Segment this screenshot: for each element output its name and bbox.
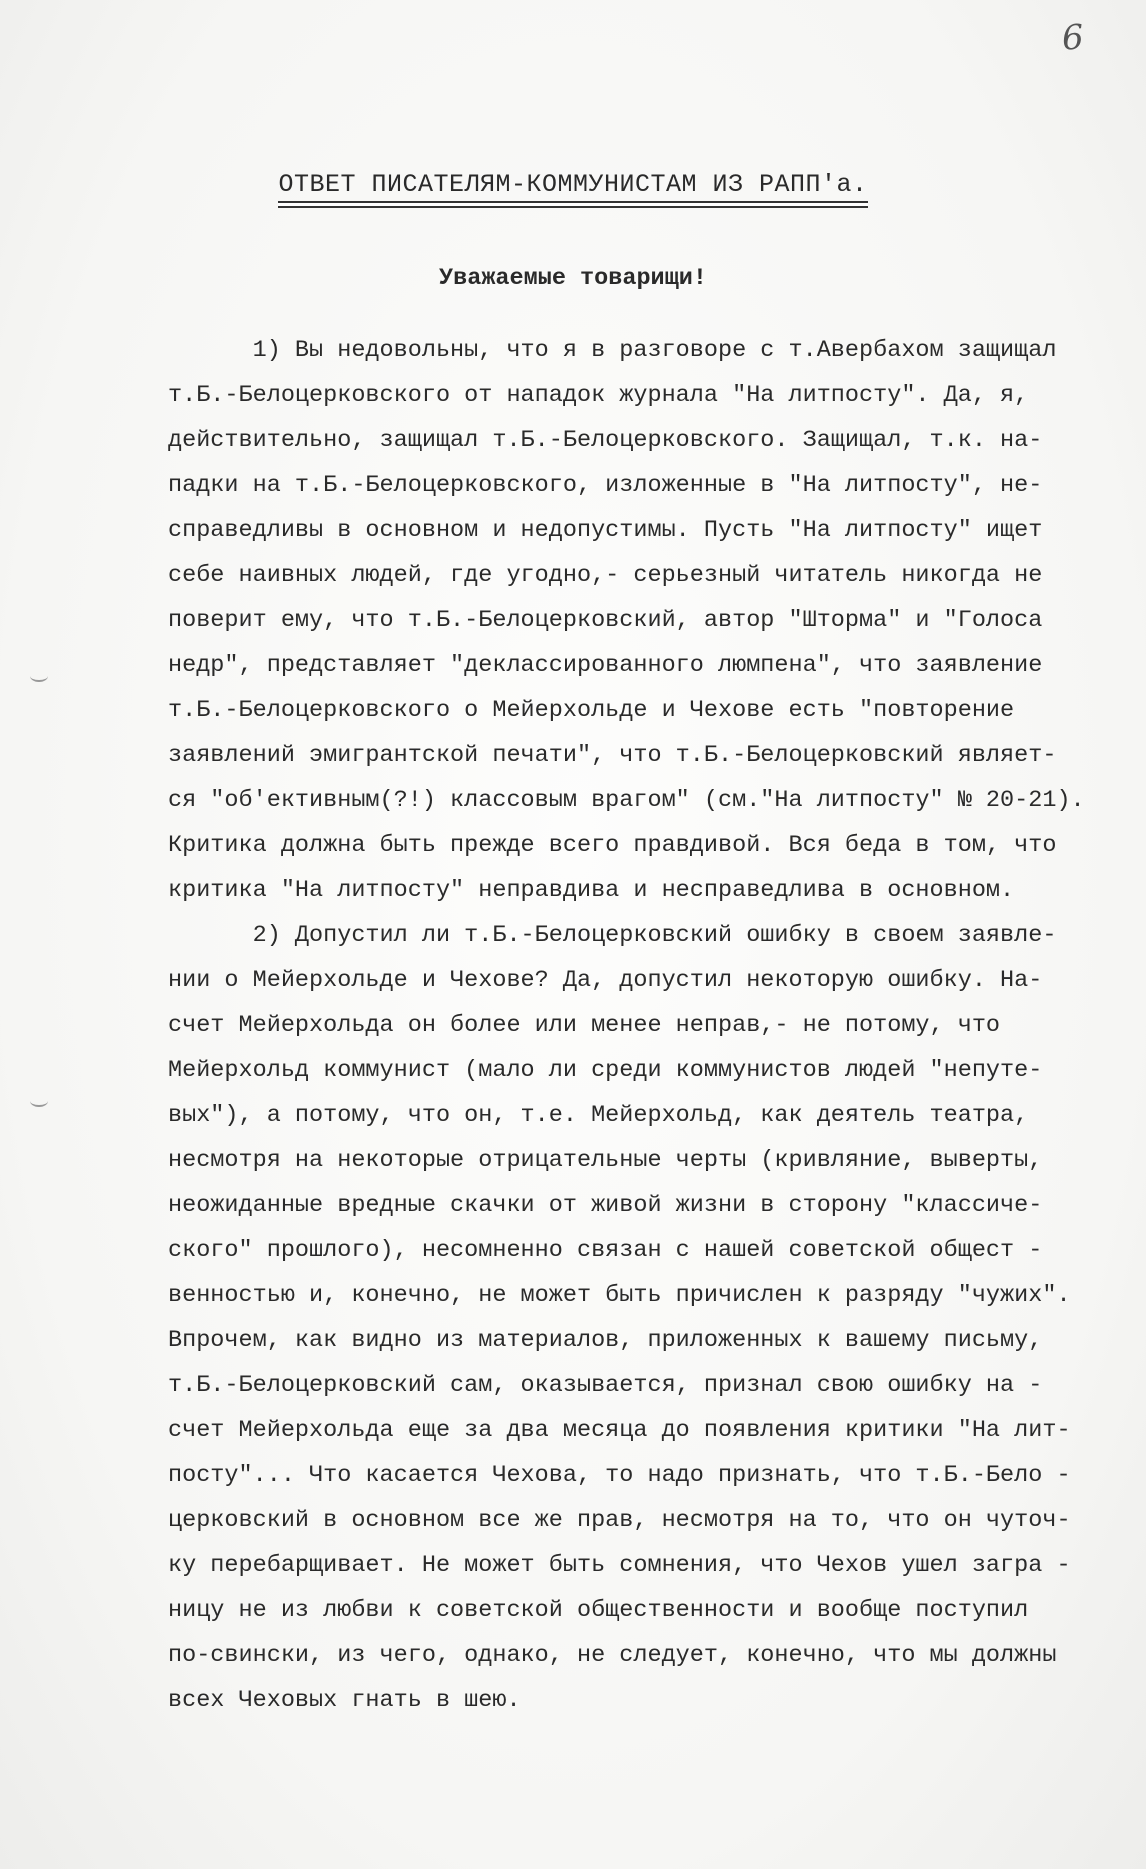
text-line: несмотря на некоторые отрицательные черты (кривляние, выверты, — [168, 1147, 1043, 1174]
document-title — [0, 170, 1146, 203]
text-line: себе наивных людей, где угодно,- серьезный читатель никогда не — [168, 562, 1043, 589]
text-line: действительно, защищал т.Б.-Белоцерковского. Защищал, т.к. на- — [168, 427, 1043, 454]
salutation: Уважаемые товарищи! — [439, 265, 707, 292]
punch-hole-mark — [30, 670, 48, 682]
letter-body — [168, 328, 1128, 1723]
text-line: недр", представляет "деклассированного люмпена", что заявление — [168, 652, 1043, 679]
text-line: заявлений эмигрантской печати", что т.Б.-Белоцерковский являет- — [168, 742, 1057, 769]
text-line: ского" прошлого), несомненно связан с нашей советской общест - — [168, 1237, 1043, 1264]
text-line: венностью и, конечно, не может быть причислен к разряду "чужих". — [168, 1282, 1071, 1309]
document-title-text: ОТВЕТ ПИСАТЕЛЯМ-КОММУНИСТАМ ИЗ РАПП'а. — [278, 170, 867, 203]
text-line: церковский в основном все же прав, несмотря на то, что он чуточ- — [168, 1507, 1071, 1534]
text-line: ку перебарщивает. Не может быть сомнения, что Чехов ушел загра - — [168, 1552, 1071, 1579]
text-line: 2) Допустил ли т.Б.-Белоцерковский ошибку в своем заявле- — [168, 922, 1057, 949]
punch-hole-mark — [30, 1095, 48, 1107]
text-line: критика "На литпосту" неправдива и несправедлива в основном. — [168, 877, 1015, 904]
text-line: 1) Вы недовольны, что я в разговоре с т.Авербахом защищал — [168, 337, 1057, 364]
text-line: т.Б.-Белоцерковского от нападок журнала "На литпосту". Да, я, — [168, 382, 1029, 409]
text-line: счет Мейерхольда еще за два месяца до появления критики "На лит- — [168, 1417, 1071, 1444]
text-line: падки на т.Б.-Белоцерковского, изложенные в "На литпосту", не- — [168, 472, 1043, 499]
text-line: по-свински, из чего, однако, не следует, конечно, что мы должны — [168, 1642, 1057, 1669]
text-line: неожиданные вредные скачки от живой жизни в сторону "классиче- — [168, 1192, 1043, 1219]
text-line: справедливы в основном и недопустимы. Пусть "На литпосту" ищет — [168, 517, 1043, 544]
text-line: поверит ему, что т.Б.-Белоцерковский, автор "Шторма" и "Голоса — [168, 607, 1043, 634]
text-line: нии о Мейерхольде и Чехове? Да, допустил некоторую ошибку. На- — [168, 967, 1043, 994]
text-line: Впрочем, как видно из материалов, приложенных к вашему письму, — [168, 1327, 1043, 1354]
text-line: всех Чеховых гнать в шею. — [168, 1687, 521, 1714]
text-line: т.Б.-Белоцерковский сам, оказывается, признал свою ошибку на - — [168, 1372, 1043, 1399]
text-line: Мейерхольд коммунист (мало ли среди коммунистов людей "непуте- — [168, 1057, 1043, 1084]
text-line: вых"), а потому, что он, т.е. Мейерхольд, как деятель театра, — [168, 1102, 1029, 1129]
handwritten-page-number: 6 — [1060, 17, 1086, 59]
text-line: посту"... Что касается Чехова, то надо признать, что т.Б.-Бело - — [168, 1462, 1071, 1489]
text-line: счет Мейерхольда он более или менее неправ,- не потому, что — [168, 1012, 1001, 1039]
text-line: ся "об'ективным(?!) классовым врагом" (см."На литпосту" № 20-21). — [168, 787, 1085, 814]
text-line: Критика должна быть прежде всего правдивой. Вся беда в том, что — [168, 832, 1057, 859]
text-line: т.Б.-Белоцерковского о Мейерхольде и Чехове есть "повторение — [168, 697, 1015, 724]
text-line: ницу не из любви к советской общественности и вообще поступил — [168, 1597, 1029, 1624]
